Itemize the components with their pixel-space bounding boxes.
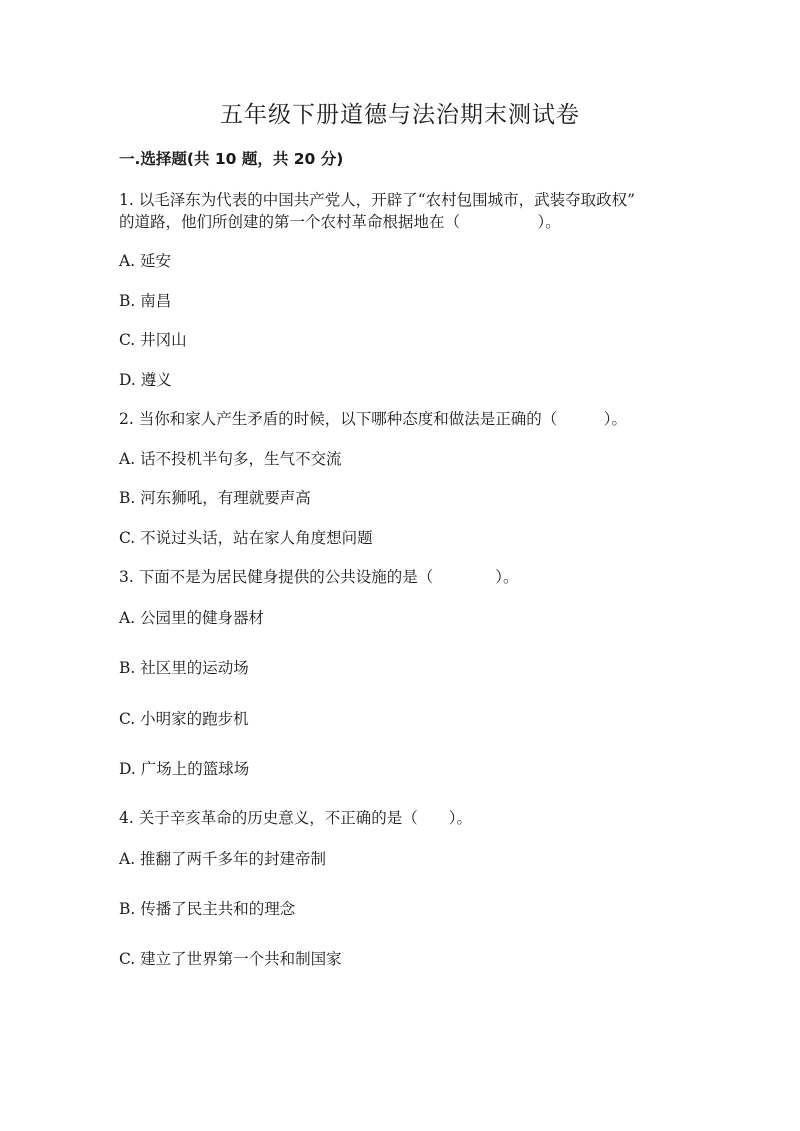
question-3-option-d: D. 广场上的篮球场: [119, 760, 250, 778]
question-1-option-d: D. 遵义: [119, 371, 172, 389]
question-4-option-a: A. 推翻了两千多年的封建帝制: [119, 850, 327, 868]
page-title: 五年级下册道德与法治期末测试卷: [220, 102, 580, 128]
question-4-stem: 4. 关于辛亥革命的历史意义，不正确的是（ ）。: [119, 809, 472, 827]
question-2-option-a: A. 话不投机半句多，生气不交流: [119, 450, 342, 468]
question-1-stem-line-1: 1. 以毛泽东为代表的中国共产党人，开辟了“农村包围城市，武装夺取政权”: [119, 191, 636, 209]
section-heading: 一.选择题(共 10 题，共 20 分): [119, 150, 344, 168]
question-4-option-c: C. 建立了世界第一个共和制国家: [119, 950, 342, 968]
question-3-option-a: A. 公园里的健身器材: [119, 609, 265, 627]
question-2-option-c: C. 不说过头话，站在家人角度想问题: [119, 529, 373, 547]
question-1-option-b: B. 南昌: [119, 292, 172, 310]
question-1-option-c: C. 井冈山: [119, 331, 187, 349]
question-3-stem: 3. 下面不是为居民健身提供的公共设施的是（ ）。: [119, 568, 519, 586]
question-1-option-a: A. 延安: [119, 252, 172, 270]
question-1-stem-line-2: 的道路，他们所创建的第一个农村革命根据地在（ ）。: [119, 213, 561, 231]
question-3-option-c: C. 小明家的跑步机: [119, 710, 249, 728]
question-3-option-b: B. 社区里的运动场: [119, 659, 249, 677]
question-2-stem: 2. 当你和家人产生矛盾的时候，以下哪种态度和做法是正确的（ ）。: [119, 410, 627, 428]
question-2-option-b: B. 河东狮吼，有理就要声高: [119, 489, 311, 507]
question-4-option-b: B. 传播了民主共和的理念: [119, 900, 296, 918]
